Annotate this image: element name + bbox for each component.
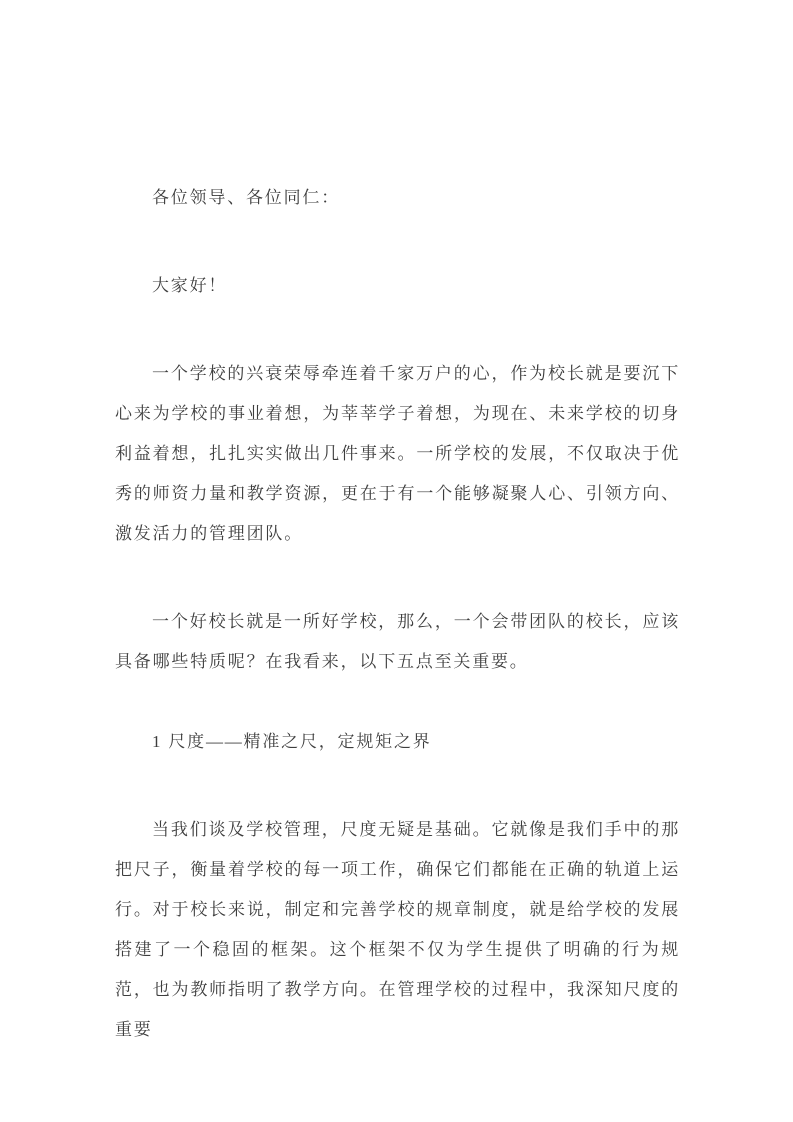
- salutation-line: 各位领导、各位同仁：: [152, 188, 340, 207]
- paragraph-school-importance: 一个学校的兴衰荣辱牵连着千家万户的心，作为校长就是要沉下心来为学校的事业着想，为莘莘学子着想，为现在、未来学校的切身利益着想，扎扎实实做出几件事来。一所学校的发展，不仅取决于优秀的师资力量和教学资源，更在于有一个能够凝聚人心、引领方向、激发活力的管理团队。: [115, 364, 680, 543]
- greeting-line: 大家好！: [152, 276, 228, 295]
- section-heading-1-scale: 1 尺度——精准之尺，定规矩之界: [152, 732, 432, 751]
- paragraph-good-principal-question: 一个好校长就是一所好学校，那么，一个会带团队的校长，应该具备哪些特质呢？在我看来，以下五点至关重要。: [115, 612, 680, 671]
- paragraph-scale-body: 当我们谈及学校管理，尺度无疑是基础。它就像是我们手中的那把尺子，衡量着学校的每一项工作，确保它们都能在正确的轨道上运行。对于校长来说，制定和完善学校的规章制度，就是给学校的发展搭建了一个稳固的框架。这个框架不仅为学生提供了明确的行为规范，也为教师指明了教学方向。在管理学校的过程中，我深知尺度的重要: [115, 820, 680, 1039]
